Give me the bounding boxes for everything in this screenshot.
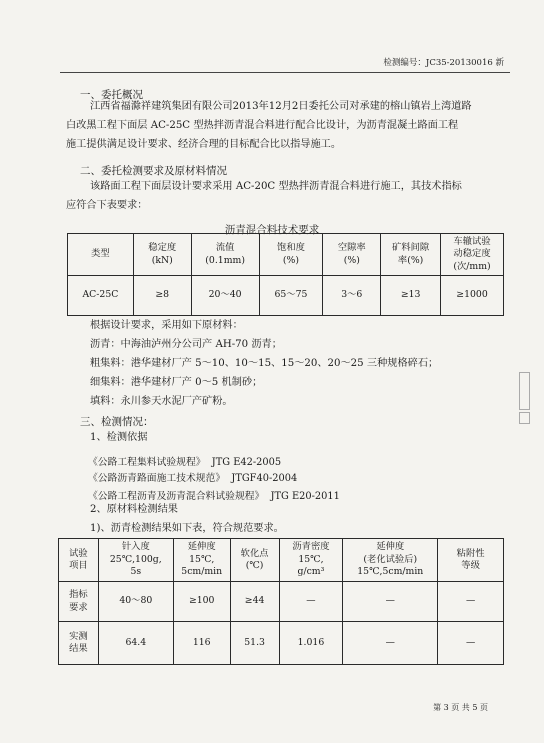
seal-mark [519, 412, 530, 424]
table2-cell: 1.016 [279, 622, 343, 665]
table2-header-cell: 粘附性 等级 [438, 539, 504, 582]
section1-line-1: 江西省福滁祥建筑集团有限公司2013年12月2日委托公司对承建的榕山镇岩上湾道路 [90, 101, 472, 112]
section3-sub1: 1、检测依据 [90, 432, 148, 443]
table1-header-cell: 稳定度 (kN) [133, 234, 191, 276]
report-number-value: JC35-20130016 [425, 58, 493, 68]
table1-cell: AC-25C [68, 276, 134, 316]
table1-cell: ≥13 [381, 276, 441, 316]
header-divider [60, 72, 510, 73]
table2-cell: — [438, 622, 504, 665]
table1-header-cell: 流值 (0.1mm) [191, 234, 259, 276]
table1-header-cell: 饱和度 (%) [259, 234, 323, 276]
section1-title: 一、委托概况 [80, 89, 143, 101]
reference-item [88, 470, 297, 484]
section2-line-1: 该路面工程下面层设计要求采用 AC-20C 型热拌沥青混合料进行施工，其技术指标 [90, 181, 462, 192]
reference-name: 《公路工程沥青及沥青混合料试验规程》 [88, 491, 265, 502]
mix-requirements-table [67, 233, 504, 316]
reference-code: JTG E42-2005 [211, 457, 282, 468]
table1-header-cell: 空隙率 (%) [323, 234, 381, 276]
table2-cell: 116 [173, 622, 230, 665]
table2-cell: — [343, 582, 438, 622]
table2-header-cell: 针入度 25℃,100g, 5s [98, 539, 173, 582]
table2-cell: 指标 要求 [59, 582, 99, 622]
table1-header-cell: 矿料间隙 率(%) [381, 234, 441, 276]
table1-cell: ≥1000 [441, 276, 504, 316]
table2-header-cell: 延伸度 (老化试验后) 15℃,5cm/min [343, 539, 438, 582]
reference-code: JTG E20-2011 [270, 491, 340, 502]
section3-sub2-1: 1)、沥青检测结果如下表，符合规范要求。 [90, 523, 284, 534]
seal-mark [519, 372, 530, 410]
reference-code: JTGF40-2004 [231, 473, 298, 484]
material-item: 沥青：中海油泸州分公司产 AH-70 沥青； [90, 339, 282, 350]
materials-intro: 根据设计要求，采用如下原材料： [90, 320, 243, 331]
table2-cell: ≥44 [230, 582, 279, 622]
material-item: 细集料：港华建材厂产 0～5 机制砂； [90, 377, 263, 388]
table1-cell: 65～75 [259, 276, 323, 316]
section2-title: 二、委托检测要求及原材料情况 [80, 165, 227, 177]
material-item: 填料：永川参天水泥厂产矿粉。 [90, 396, 233, 407]
table2-cell: — [279, 582, 343, 622]
table2-header-cell: 沥青密度 15℃, g/cm³ [279, 539, 343, 582]
table2-cell: — [343, 622, 438, 665]
asphalt-test-table [58, 538, 504, 665]
table1-cell: 20～40 [191, 276, 259, 316]
table2-cell: 51.3 [230, 622, 279, 665]
table-row [68, 276, 504, 316]
report-number-suffix: 新 [495, 58, 504, 68]
table2-header-cell: 试验 项目 [59, 539, 99, 582]
report-number-label: 检测编号： [383, 58, 426, 68]
table2-header-row [59, 539, 504, 582]
table1-cell: 3～6 [323, 276, 381, 316]
reference-name: 《公路沥青路面施工技术规范》 [88, 473, 226, 484]
table1-header-cell: 车辙试验 动稳定度 (次/mm) [441, 234, 504, 276]
table1-header-cell: 类型 [68, 234, 134, 276]
page-number: 第 3 页 共 5 页 [433, 703, 488, 712]
table-row [59, 622, 504, 665]
reference-name: 《公路工程集料试验规程》 [88, 457, 206, 468]
section1-line-3: 施工提供满足设计要求、经济合理的目标配合比以指导施工。 [66, 139, 342, 150]
reference-item [88, 454, 281, 468]
report-number [383, 56, 504, 68]
section2-line-2: 应符合下表要求： [66, 200, 148, 211]
table2-cell: — [438, 582, 504, 622]
table1-cell: ≥8 [133, 276, 191, 316]
section1-line-2: 白改黑工程下面层 AC-25C 型热拌沥青混合料进行配合比设计，为沥青混凝土路面工程 [66, 120, 459, 131]
table2-cell: 64.4 [98, 622, 173, 665]
table2-cell: 40～80 [98, 582, 173, 622]
table-row [59, 582, 504, 622]
table1-header-row [68, 234, 504, 276]
section3-sub2: 2、原材料检测结果 [90, 504, 178, 515]
table2-header-cell: 软化点 (℃) [230, 539, 279, 582]
material-item: 粗集料：港华建材厂产 5～10、10～15、15～20、20～25 三种规格碎石； [90, 358, 439, 369]
table2-cell: 实测 结果 [59, 622, 99, 665]
section3-title: 三、检测情况： [80, 416, 154, 428]
table2-header-cell: 延伸度 15℃, 5cm/min [173, 539, 230, 582]
table1-caption: 沥青混合料技术要求 [224, 224, 320, 236]
table2-cell: ≥100 [173, 582, 230, 622]
